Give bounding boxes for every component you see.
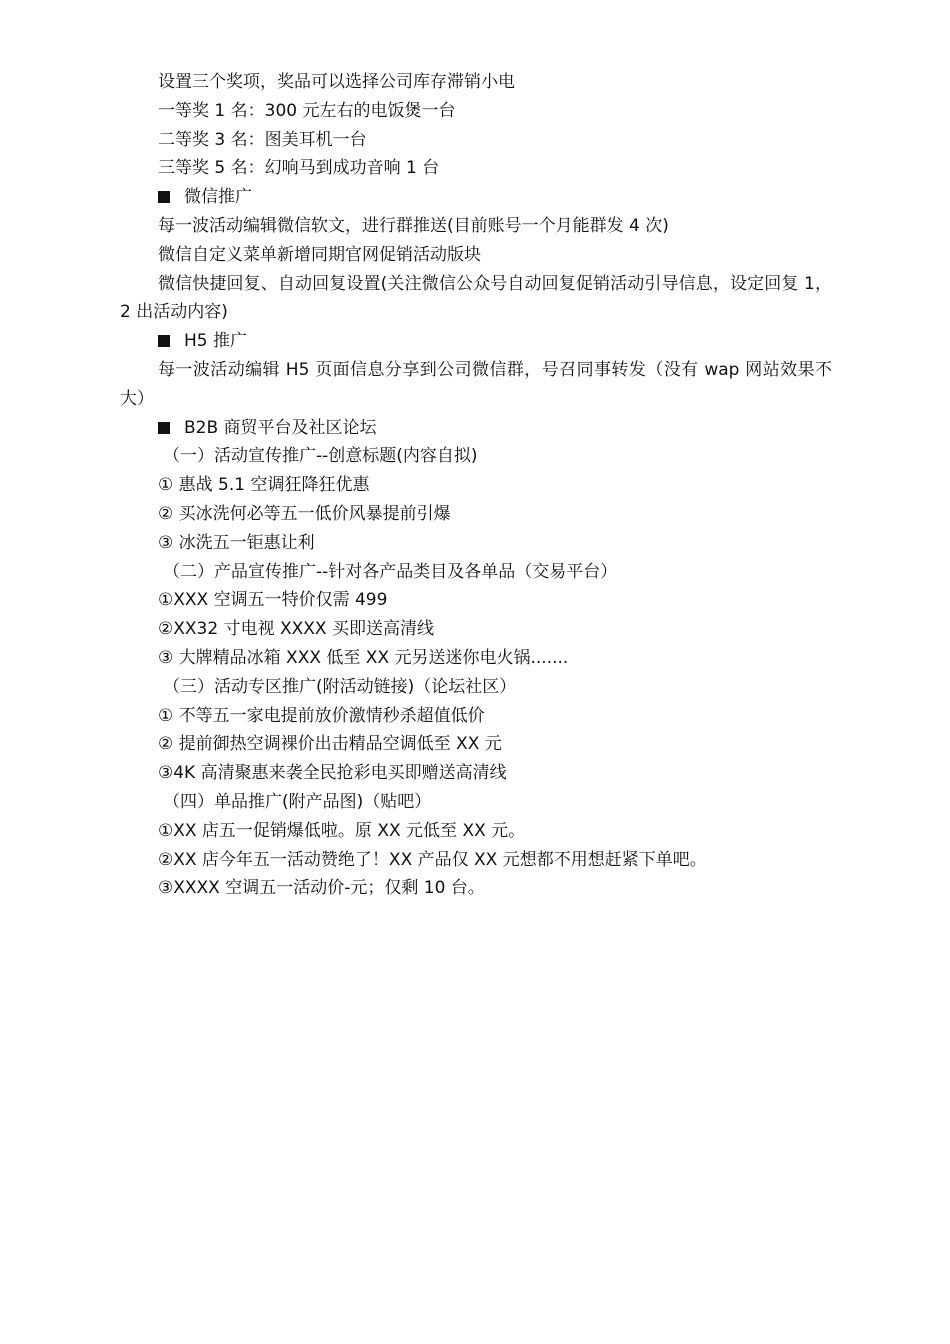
prize-intro: 设置三个奖项，奖品可以选择公司库存滞销小电 (158, 72, 515, 92)
section-2-item-2: ②XX32 寸电视 XXXX 买即送高清线 (158, 619, 434, 640)
section-1-item-1: ① 惠战 5.1 空调狂降狂优惠 (158, 475, 370, 496)
first-prize: 一等奖 1 名：300 元左右的电饭煲一台 (158, 100, 456, 121)
section-4-item-3: ③XXXX 空调五一活动价-元；仅剩 10 台。 (158, 878, 485, 899)
section-2-item-1: ①XXX 空调五一特价仅需 499 (158, 590, 388, 611)
section-2-item-3: ③ 大牌精品冰箱 XXX 低至 XX 元另送迷你电火锅....... (158, 647, 569, 668)
square-bullet-icon (158, 422, 170, 434)
section-3-item-2: ② 提前御热空调裸价出击精品空调低至 XX 元 (158, 734, 502, 755)
b2b-heading (120, 414, 832, 443)
square-bullet-icon (158, 335, 170, 347)
section-1-item-3: ③ 冰洗五一钜惠让利 (158, 532, 315, 553)
wechat-line-3: 微信快捷回复、自动回复设置(关注微信公众号自动回复促销活动引导信息，设定回复 1，2 出活动内容) (120, 273, 832, 323)
section-2-title: （二）产品宣传推广--针对各产品类目及各单品（交易平台） (163, 561, 618, 582)
section-3-item-1: ① 不等五一家电提前放价激情秒杀超值低价 (158, 705, 485, 726)
section-3-title: （三）活动专区推广(附活动链接)（论坛社区） (163, 676, 517, 697)
wechat-line-1: 每一波活动编辑微信软文，进行群推送(目前账号一个月能群发 4 次) (158, 215, 669, 236)
wechat-heading (120, 183, 832, 212)
wechat-line-2: 微信自定义菜单新增同期官网促销活动版块 (158, 244, 481, 265)
h5-heading (120, 327, 832, 356)
wechat-heading-text: 微信推广 (184, 187, 252, 208)
h5-heading-text: H5 推广 (184, 331, 248, 352)
section-1-item-2: ② 买冰洗何必等五一低价风暴提前引爆 (158, 503, 451, 524)
third-prize: 三等奖 5 名：幻响马到成功音响 1 台 (158, 158, 440, 179)
document-body (120, 68, 832, 903)
second-prize: 二等奖 3 名：图美耳机一台 (158, 129, 367, 150)
section-3-item-3: ③4K 高清聚惠来袭全民抢彩电买即赠送高清线 (158, 763, 507, 784)
h5-line-1: 每一波活动编辑 H5 页面信息分享到公司微信群，号召同事转发（没有 wap 网站效果不大） (120, 359, 832, 409)
section-4-title: （四）单品推广(附产品图)（贴吧） (163, 791, 432, 812)
section-4-item-1: ①XX 店五一促销爆低啦。原 XX 元低至 XX 元。 (158, 820, 526, 841)
section-4-item-2: ②XX 店今年五一活动赞绝了！XX 产品仅 XX 元想都不用想赶紧下单吧。 (158, 849, 707, 870)
b2b-heading-text: B2B 商贸平台及社区论坛 (184, 417, 377, 438)
square-bullet-icon (158, 191, 170, 203)
section-1-title: （一）活动宣传推广--创意标题(内容自拟) (163, 446, 478, 467)
